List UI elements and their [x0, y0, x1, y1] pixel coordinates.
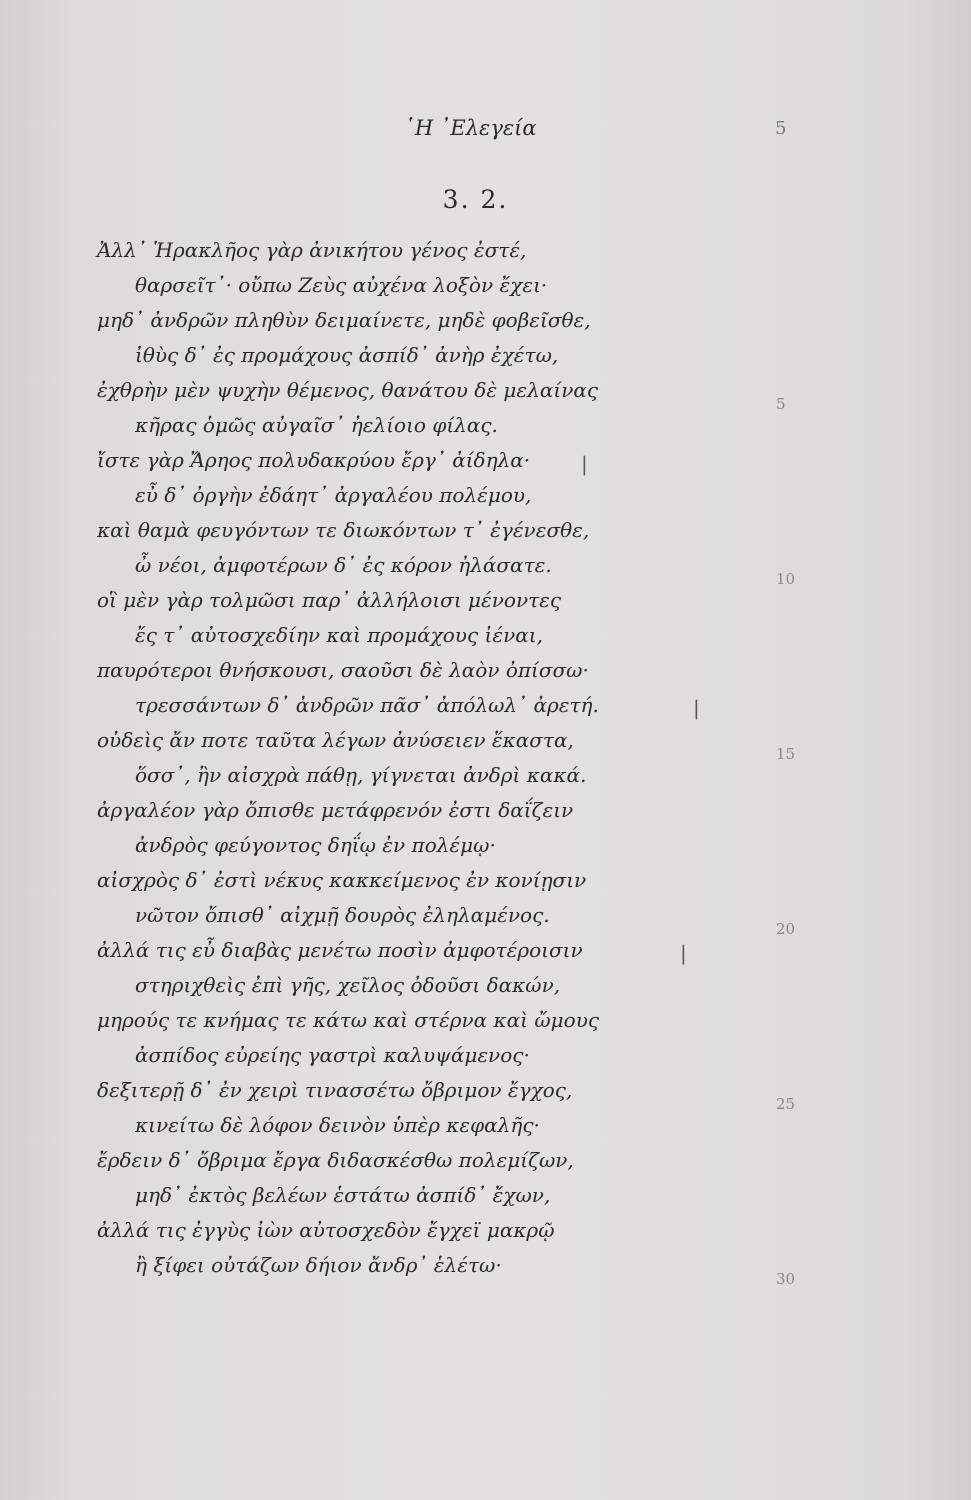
verse-line: κῆρας ὁμῶς αὐγαῖσ᾿ ἠελίοιο φίλας.	[135, 413, 498, 437]
verse-line: ἔς τ᾿ αὐτοσχεδίην καὶ προμάχους ἰέναι,	[135, 623, 543, 647]
line-number: 25	[776, 1095, 796, 1113]
verse-line: τρεσσάντων δ᾿ ἀνδρῶν πᾶσ᾿ ἀπόλωλ᾿ ἀρετή.	[135, 693, 599, 717]
verse-line: Ἀλλ᾿ Ἡρακλῆος γὰρ ἀνικήτου γένος ἐστέ,	[97, 238, 527, 262]
verse-line: ἀσπίδος εὐρείης γαστρὶ καλυψάμενος·	[135, 1043, 530, 1067]
verse-line: στηριχθεὶς ἐπὶ γῆς, χεῖλος ὀδοῦσι δακών,	[135, 973, 561, 997]
section-divider-mark: |	[693, 696, 700, 720]
section-divider-mark: |	[680, 941, 687, 965]
verse-line: θαρσεῖτ᾿· οὔπω Ζεὺς αὐχένα λοξὸν ἔχει·	[135, 273, 548, 297]
section-divider-mark: |	[581, 452, 588, 476]
verse-line: παυρότεροι θνήσκουσι, σαοῦσι δὲ λαὸν ὀπίσσω·	[97, 658, 589, 682]
verse-line: ἴστε γὰρ Ἄρηος πολυδακρύου ἔργ᾿ ἀίδηλα·	[97, 448, 531, 472]
verse-line: ἀνδρὸς φεύγοντος δηΐῳ ἐν πολέμῳ·	[135, 833, 496, 857]
verse-line: οἳ μὲν γὰρ τολμῶσι παρ᾿ ἀλλήλοισι μένοντες	[97, 588, 562, 612]
verse-line: ἔρδειν δ᾿ ὄβριμα ἔργα διδασκέσθω πολεμίζων,	[97, 1148, 574, 1172]
verse-line: ὦ νέοι, ἀμφοτέρων δ᾿ ἐς κόρον ἠλάσατε.	[135, 553, 552, 577]
verse-line: ἀργαλέον γὰρ ὄπισθε μετάφρενόν ἐστι δαΐζειν	[97, 798, 574, 822]
line-number: 20	[776, 920, 796, 938]
verse-line: καὶ θαμὰ φευγόντων τε διωκόντων τ᾿ ἐγένεσθε,	[97, 518, 590, 542]
line-number: 30	[776, 1270, 796, 1288]
verse-line: ἀλλά τις ἐγγὺς ἰὼν αὐτοσχεδὸν ἔγχεϊ μακρῷ	[97, 1218, 555, 1242]
running-title: ῾Η ᾿Ελεγεία	[404, 116, 537, 140]
verse-line: κινείτω δὲ λόφον δεινὸν ὑπὲρ κεφαλῆς·	[135, 1113, 540, 1137]
section-title: 3. 2.	[442, 185, 509, 214]
verse-line: δεξιτερῇ δ᾿ ἐν χειρὶ τινασσέτω ὄβριμον ἔγχος,	[97, 1078, 573, 1102]
verse-line: μηρούς τε κνήμας τε κάτω καὶ στέρνα καὶ ὤμους	[97, 1008, 600, 1032]
verse-line: ἀλλά τις εὖ διαβὰς μενέτω ποσὶν ἀμφοτέροισιν	[97, 938, 583, 962]
verse-line: ἢ ξίφει οὐτάζων δήιον ἄνδρ᾿ ἑλέτω·	[135, 1253, 502, 1277]
verse-line: νῶτον ὄπισθ᾿ αἰχμῇ δουρὸς ἐληλαμένος.	[135, 903, 550, 927]
verse-line: μηδ᾿ ἐκτὸς βελέων ἑστάτω ἀσπίδ᾿ ἔχων,	[135, 1183, 551, 1207]
verse-line: ὅσσ᾿, ἢν αἰσχρὰ πάθῃ, γίγνεται ἀνδρὶ κακά.	[135, 763, 587, 787]
verse-line: εὖ δ᾿ ὀργὴν ἐδάητ᾿ ἀργαλέου πολέμου,	[135, 483, 532, 507]
verse-line: ἰθὺς δ᾿ ἐς προμάχους ἀσπίδ᾿ ἀνὴρ ἐχέτω,	[135, 343, 559, 367]
verse-line: οὐδεὶς ἄν ποτε ταῦτα λέγων ἀνύσειεν ἕκαστα,	[97, 728, 574, 752]
line-number: 15	[776, 745, 796, 763]
verse-line: ἐχθρὴν μὲν ψυχὴν θέμενος, θανάτου δὲ μελαίνας	[97, 378, 599, 402]
verse-line: αἰσχρὸς δ᾿ ἐστὶ νέκυς κακκείμενος ἐν κονίῃσιν	[97, 868, 587, 892]
line-number: 5	[776, 395, 786, 413]
page-number: 5	[775, 118, 787, 139]
verse-line: μηδ᾿ ἀνδρῶν πληθὺν δειμαίνετε, μηδὲ φοβεῖσθε,	[97, 308, 591, 332]
line-number: 10	[776, 570, 796, 588]
